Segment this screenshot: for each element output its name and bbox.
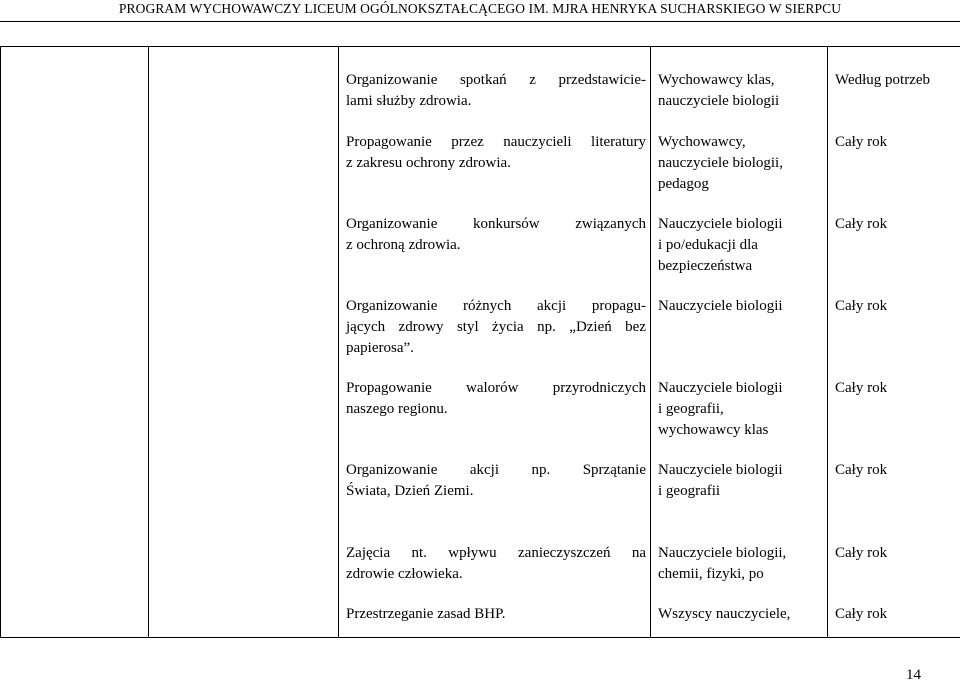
table-row-term: Cały rok: [835, 462, 888, 478]
responsible-line: bezpieczeństwa: [658, 258, 753, 274]
header-rule: [0, 21, 960, 22]
table-border-left: [0, 46, 1, 638]
activity-line: papierosa”.: [346, 340, 414, 356]
activity-line: Świata, Dzień Ziemi.: [346, 483, 474, 499]
table-row-responsible: [658, 460, 823, 502]
activity-line: z ochroną zdrowia.: [346, 237, 461, 253]
column-divider-4: [827, 46, 828, 638]
table-row-activity: [346, 460, 646, 502]
table-row-activity: [346, 214, 646, 256]
table-row-responsible: [658, 378, 823, 441]
table-row-term: Według potrzeb: [835, 72, 931, 88]
activity-line: jących zdrowy styl życia np. „Dzień bez: [346, 319, 646, 335]
table-row-responsible: [658, 214, 823, 277]
column-divider-2: [338, 46, 339, 638]
responsible-line: Nauczyciele biologii: [658, 462, 783, 478]
responsible-line: Wychowawcy klas,: [658, 72, 775, 88]
activity-line: Organizowanie spotkań z przedstawicie-: [346, 72, 646, 88]
responsible-line: Nauczyciele biologii: [658, 380, 783, 396]
activity-line: z zakresu ochrony zdrowia.: [346, 155, 511, 171]
activity-line: Organizowanie akcji np. Sprzątanie: [346, 462, 646, 478]
activity-line: Organizowanie różnych akcji propagu-: [346, 298, 646, 314]
responsible-line: Wszyscy nauczyciele,: [658, 606, 791, 622]
activity-line: Propagowanie przez nauczycieli literatury: [346, 134, 646, 150]
running-header: PROGRAM WYCHOWAWCZY LICEUM OGÓLNOKSZTAŁCĄCEGO IM. MJRA HENRYKA SUCHARSKIEGO W SIERPCU: [118, 1, 842, 16]
table-row-activity: [346, 132, 646, 174]
column-divider-3: [650, 46, 651, 638]
responsible-line: pedagog: [658, 176, 709, 192]
page-number: 14: [906, 667, 921, 683]
table-border-top: [0, 46, 960, 47]
activity-line: Organizowanie konkursów związanych: [346, 216, 646, 232]
responsible-line: Wychowawcy,: [658, 134, 746, 150]
responsible-line: i geografii,: [658, 401, 724, 417]
table-row-responsible: [658, 296, 823, 317]
responsible-line: Nauczyciele biologii: [658, 216, 783, 232]
table-row-responsible: [658, 604, 823, 625]
activity-line: Zajęcia nt. wpływu zanieczyszczeń na: [346, 545, 646, 561]
responsible-line: Nauczyciele biologii: [658, 298, 783, 314]
table-row-activity: [346, 543, 646, 585]
table-row-activity: [346, 70, 646, 112]
table-row-term: Cały rok: [835, 380, 888, 396]
responsible-line: i geografii: [658, 483, 721, 499]
table-row-activity: [346, 296, 646, 359]
table-row-term: Cały rok: [835, 545, 888, 561]
activity-line: naszego regionu.: [346, 401, 448, 417]
responsible-line: nauczyciele biologii,: [658, 155, 783, 171]
table-row-responsible: [658, 543, 823, 585]
column-divider-1: [148, 46, 149, 638]
activity-line: zdrowie człowieka.: [346, 566, 463, 582]
responsible-line: chemii, fizyki, po: [658, 566, 764, 582]
table-row-term: Cały rok: [835, 298, 888, 314]
activity-line: Przestrzeganie zasad BHP.: [346, 606, 506, 622]
table-row-responsible: [658, 70, 823, 112]
responsible-line: wychowawcy klas: [658, 422, 769, 438]
table-row-activity: [346, 378, 646, 420]
responsible-line: nauczyciele biologii: [658, 93, 780, 109]
table-border-bottom: [0, 637, 960, 638]
table-row-activity: [346, 604, 646, 625]
responsible-line: Nauczyciele biologii,: [658, 545, 787, 561]
table-row-term: Cały rok: [835, 606, 888, 622]
table-row-term: Cały rok: [835, 216, 888, 232]
activity-line: Propagowanie walorów przyrodniczych: [346, 380, 646, 396]
activity-line: lami służby zdrowia.: [346, 93, 472, 109]
table-row-term: Cały rok: [835, 134, 888, 150]
table-row-responsible: [658, 132, 823, 195]
responsible-line: i po/edukacji dla: [658, 237, 758, 253]
